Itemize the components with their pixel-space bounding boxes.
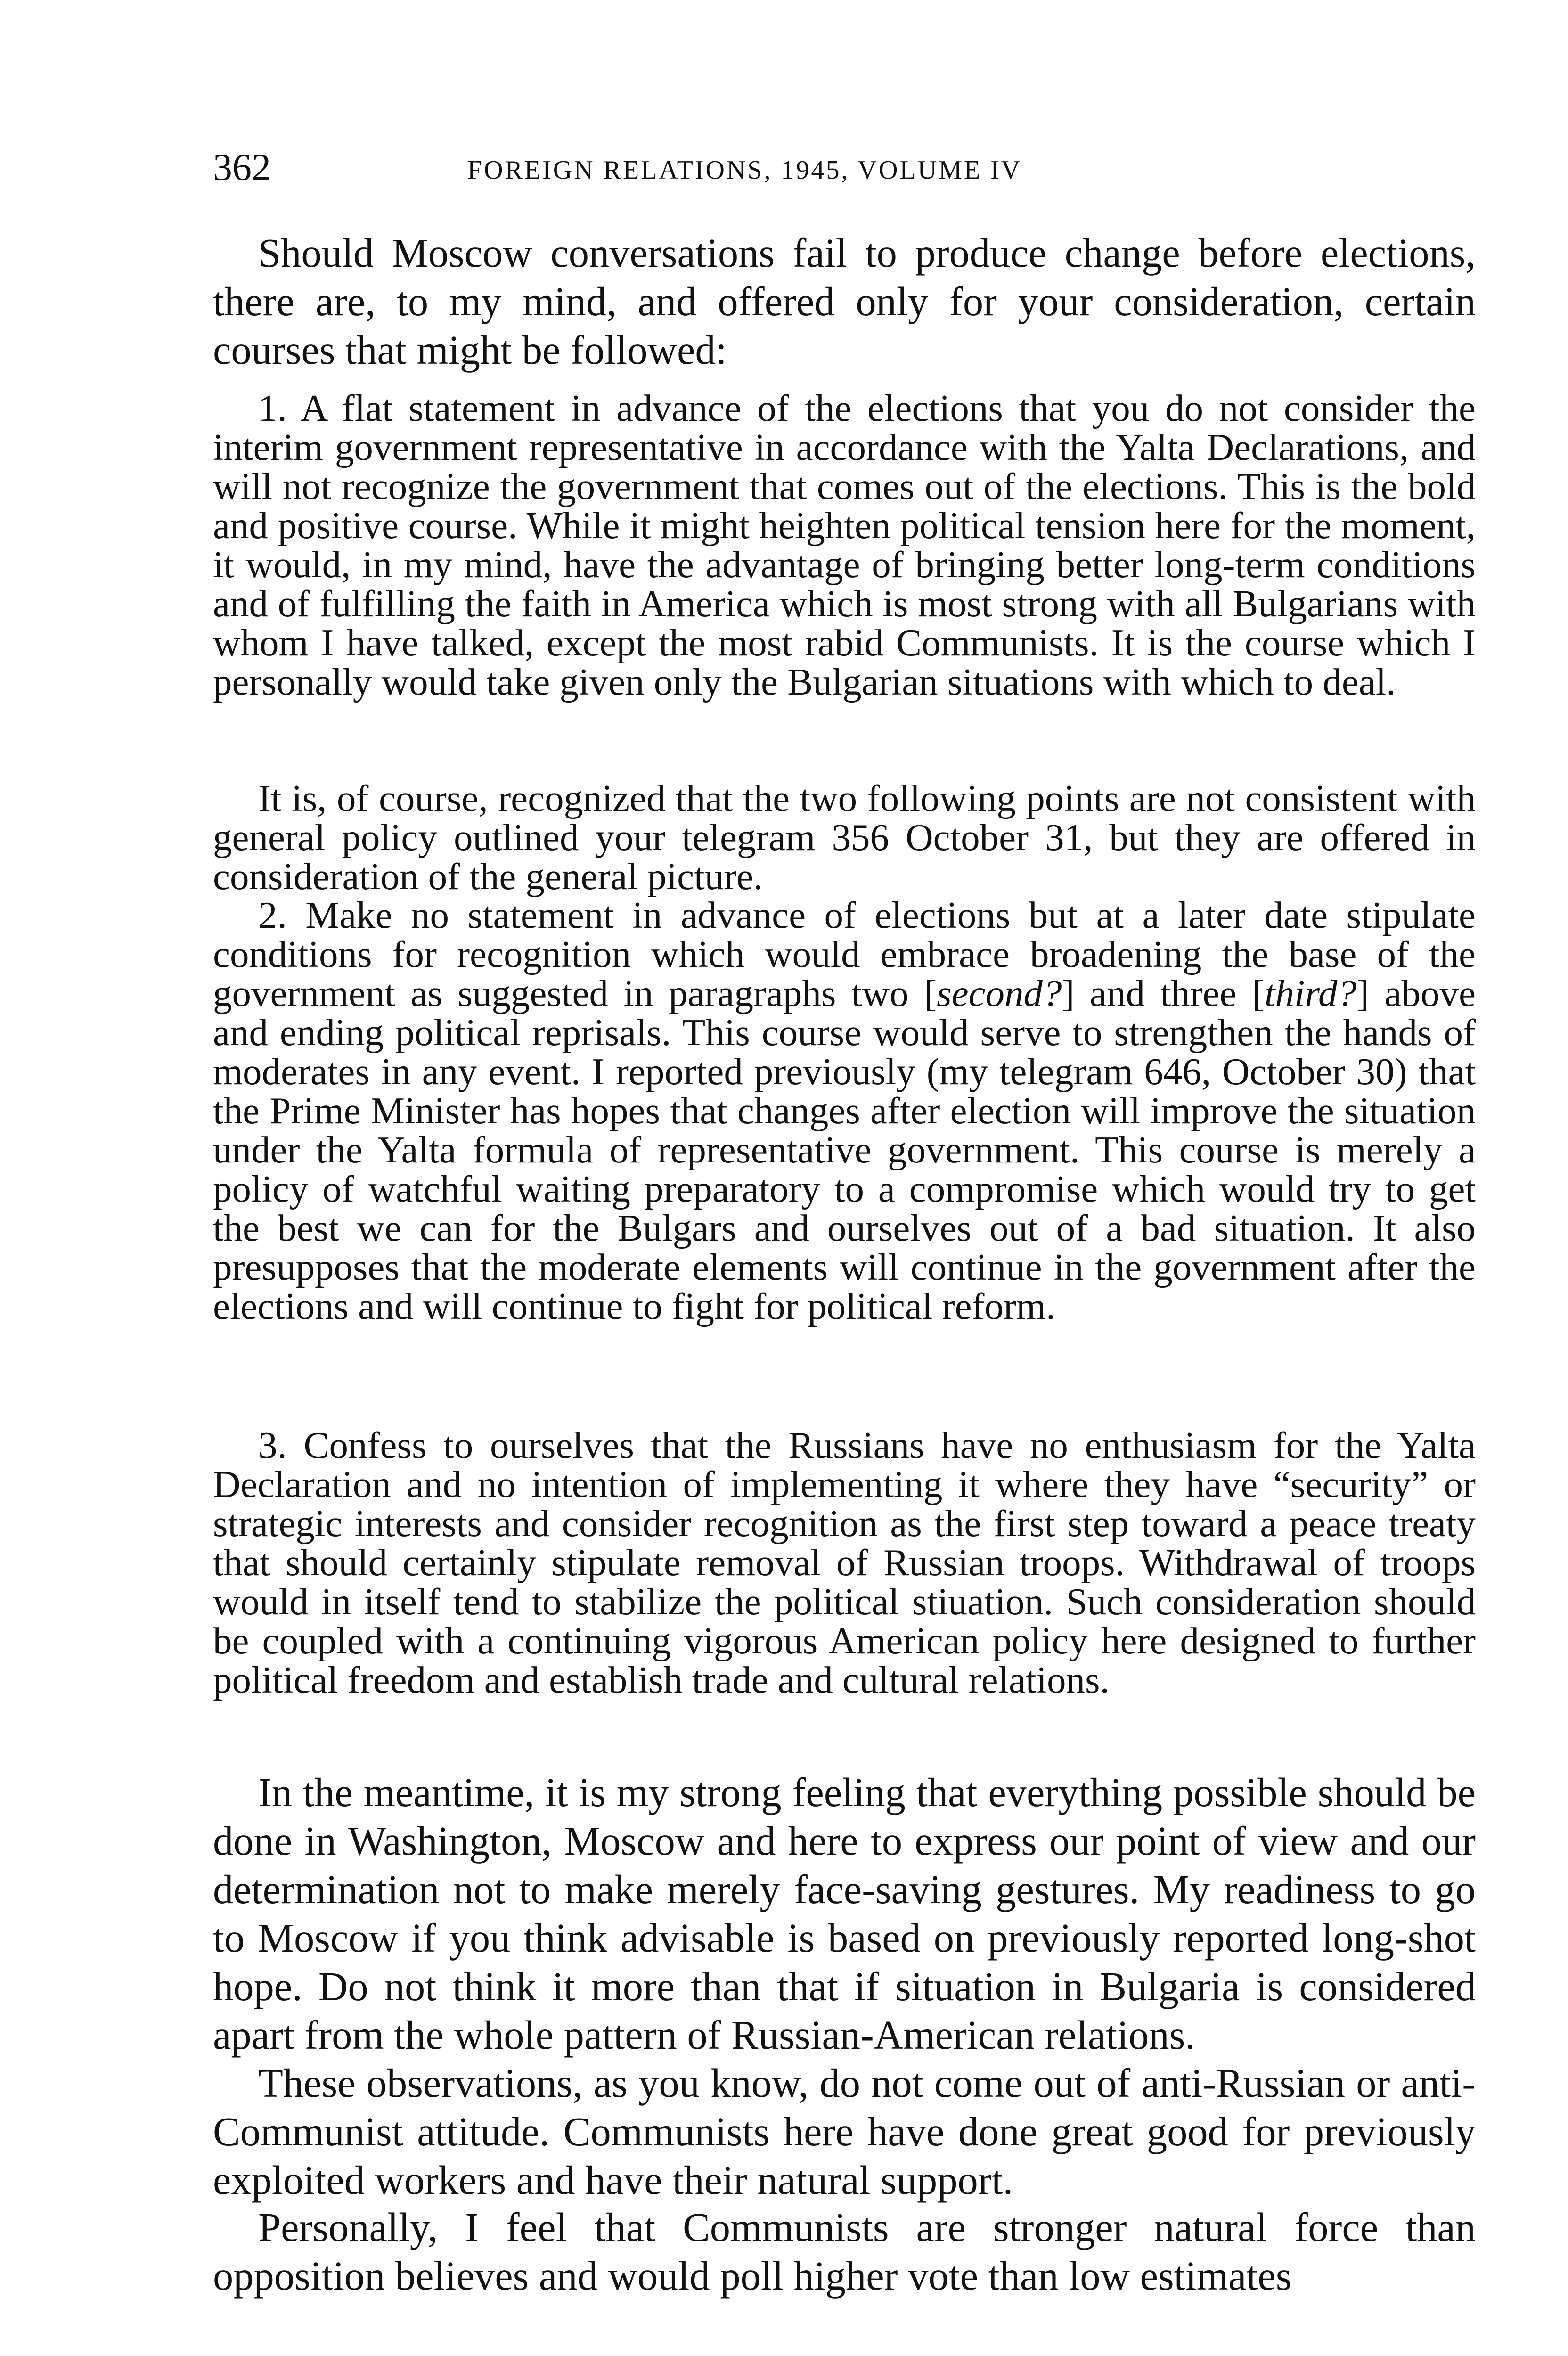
option-2-text-part-3: ] above and ending political reprisals. This course would serve to strengthen the hands of moderates in any event. I reported previously (my telegram 646, October 30) that the Prime Minister has hopes that changes after election will improve the situation under the Yalta formula of representative government. This course is merely a policy of watchful waiting preparatory to a compromise which would try to get the best we can for the Bulgars and ourselves out of a bad situation. It also presupposes that the moderate elements will continue in the government after the elections and will continue to fight for political reform. bbox=[213, 972, 1476, 1327]
option-1-paragraph: 1. A flat statement in advance of the elections that you do not consider the interim government representative in accordance with the Yalta Declarations, and will not recognize the government that comes out of the elections. This is the bold and positive course. While it might heighten political tension here for the moment, it would, in my mind, have the advantage of bringing better long-term conditions and of fulfilling the faith in America which is most strong with all Bulgarians with whom I have talked, except the most rabid Communists. It is the course which I personally would take given only the Bulgarian situations with which to deal. bbox=[213, 387, 1476, 703]
option-3-paragraph: 3. Confess to ourselves that the Russians have no enthusiasm for the Yalta Declaration and no intention of implementing it where they have “security” or strategic interests and consider recognition as the first step toward a peace treaty that should certainly stipulate removal of Russian troops. Withdrawal of troops would in itself tend to stabilize the political stiuation. Such consideration should be coupled with a continuing vigorous American policy here designed to further political freedom and establish trade and cultural relations. bbox=[213, 1424, 1476, 1701]
personally-paragraph: Personally, I feel that Communists are stronger natural force than opposition believes and would poll higher vote than low estimates bbox=[213, 2205, 1476, 2299]
option-2-text-part-2: ] and three [ bbox=[1062, 972, 1265, 1014]
page-header bbox=[213, 141, 1476, 193]
option-2-text-part-1: 2. Make no statement in advance of elections but at a later date stipulate conditions for recognition which would embrace broadening the base of the government as suggested in paragraphs two [ bbox=[213, 894, 1476, 1014]
option-2-paragraph bbox=[213, 896, 1476, 1326]
editorial-bracket-second: second? bbox=[937, 972, 1062, 1014]
intro-paragraph: Should Moscow conversations fail to produce change before elections, there are, to my mind, and offered only for your consideration, certain courses that might be followed: bbox=[213, 230, 1476, 373]
observations-paragraph: These observations, as you know, do not come out of anti-Russian or anti-Communist attitude. Communists here have done great good for previously exploited workers and have their natural support. bbox=[213, 2061, 1476, 2203]
page-number: 362 bbox=[213, 146, 271, 188]
running-head: FOREIGN RELATIONS, 1945, VOLUME IV bbox=[467, 155, 1022, 185]
consistency-note-paragraph: It is, of course, recognized that the two following points are not consistent with general policy outlined your telegram 356 October 31, but they are offered in consideration of the general picture. bbox=[213, 777, 1476, 898]
editorial-bracket-third: third? bbox=[1265, 972, 1357, 1014]
meantime-paragraph: In the meantime, it is my strong feeling that everything possible should be done in Washington, Moscow and here to express our point of view and our determination not to make merely face-saving gestures. My readiness to go to Moscow if you think advisable is based on previously reported long-shot hope. Do not think it more than that if situation in Bulgaria is considered apart from the whole pattern of Russian-American relations. bbox=[213, 1770, 1476, 2058]
